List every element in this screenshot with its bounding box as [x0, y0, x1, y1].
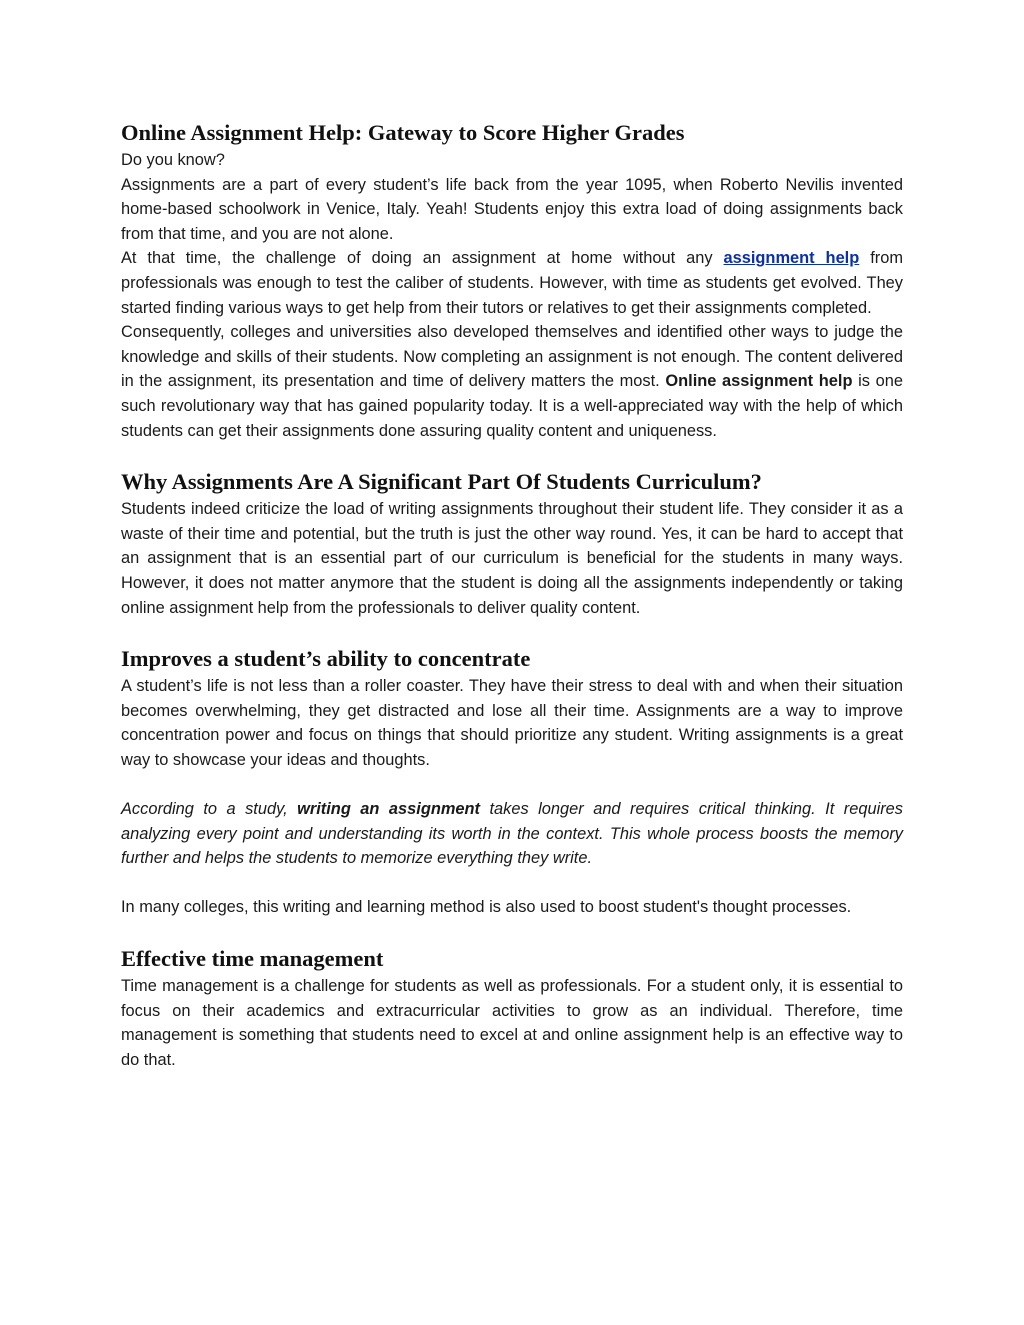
bold-phrase: Online assignment help [665, 372, 853, 391]
paragraph: A student’s life is not less than a roller coaster. They have their stress to deal with and when their situation becomes overwhelming, they get distracted and lose all their time. Assignments are a way to improve concentration power and focus on things that should prioritize any student. Writing assignments is a great way to showcase your ideas and thoughts. [121, 677, 903, 769]
paragraph: Time management is a challenge for students as well as professionals. For a student only, it is essential to focus on their academics and extracurricular activities to grow as an individual. Therefore, time management is something that students need to excel at and online assignment help is an effective way to do that. [121, 977, 903, 1069]
section-heading: Effective time management [121, 946, 384, 972]
paragraph: In many colleges, this writing and learning method is also used to boost student's thought processes. [121, 898, 852, 917]
paragraph: Students indeed criticize the load of writing assignments throughout their student life. They consider it as a waste of their time and potential, but the truth is just the other way round. Yes, it can be hard to accept that an assignment that is an essential part of our curriculum is beneficial for the students in many ways. However, it does not matter anymore that the student is doing all the assignments independently or taking online assignment help from the professionals to deliver quality content. [121, 500, 903, 617]
bold-phrase: writing an assignment [297, 800, 481, 819]
paragraph: Assignments are a part of every student’s life back from the year 1095, when Roberto Nevilis invented home-based schoolwork in Venice, Italy. Yeah! Students enjoy this extra load of doing assignments back from that time, and you are not alone. [121, 175, 903, 243]
paragraph: Do you know? [121, 151, 225, 169]
section-spacer [121, 443, 903, 467]
paragraph-text: According to a study, [121, 800, 298, 819]
section-spacer [121, 620, 903, 644]
paragraph-text: is one such revolutionary way that has gained popularity today. It is a well-appreciated way with the help of which students can get their assignments done assuring quality content and uniqueness. [121, 372, 903, 440]
section-heading: Online Assignment Help: Gateway to Score Higher Grades [121, 120, 685, 145]
section-heading: Improves a student’s ability to concentrate [121, 646, 531, 672]
paragraph-spacer [121, 772, 903, 797]
section-spacer [121, 920, 903, 944]
assignment-help-link[interactable]: assignment help [723, 249, 860, 268]
section-heading: Why Assignments Are A Significant Part Of Students Curriculum? [121, 469, 762, 495]
paragraph-text: takes longer and requires critical thinking. It requires analyzing every point and understanding its worth in the context. This whole process boosts the memory further and helps the students to memorize everything they write. [121, 800, 903, 868]
paragraph-text: Consequently, colleges and universities also developed themselves and identified other ways to judge the knowledge and skills of their students. Now completing an assignment is not enough. The content delivered in the assignment, its presentation and time of delivery matters the most. [121, 323, 903, 391]
paragraph [121, 246, 903, 320]
italic-paragraph [121, 797, 903, 871]
paragraph-spacer [121, 871, 903, 896]
paragraph-text: from professionals was enough to test the caliber of students. However, with time as students get evolved. They started finding various ways to get help from their tutors or relatives to get their assignments completed. [121, 249, 903, 317]
paragraph-text: At that time, the challenge of doing an assignment at home without any [121, 249, 724, 268]
paragraph [121, 320, 903, 443]
document-page [121, 118, 903, 1072]
